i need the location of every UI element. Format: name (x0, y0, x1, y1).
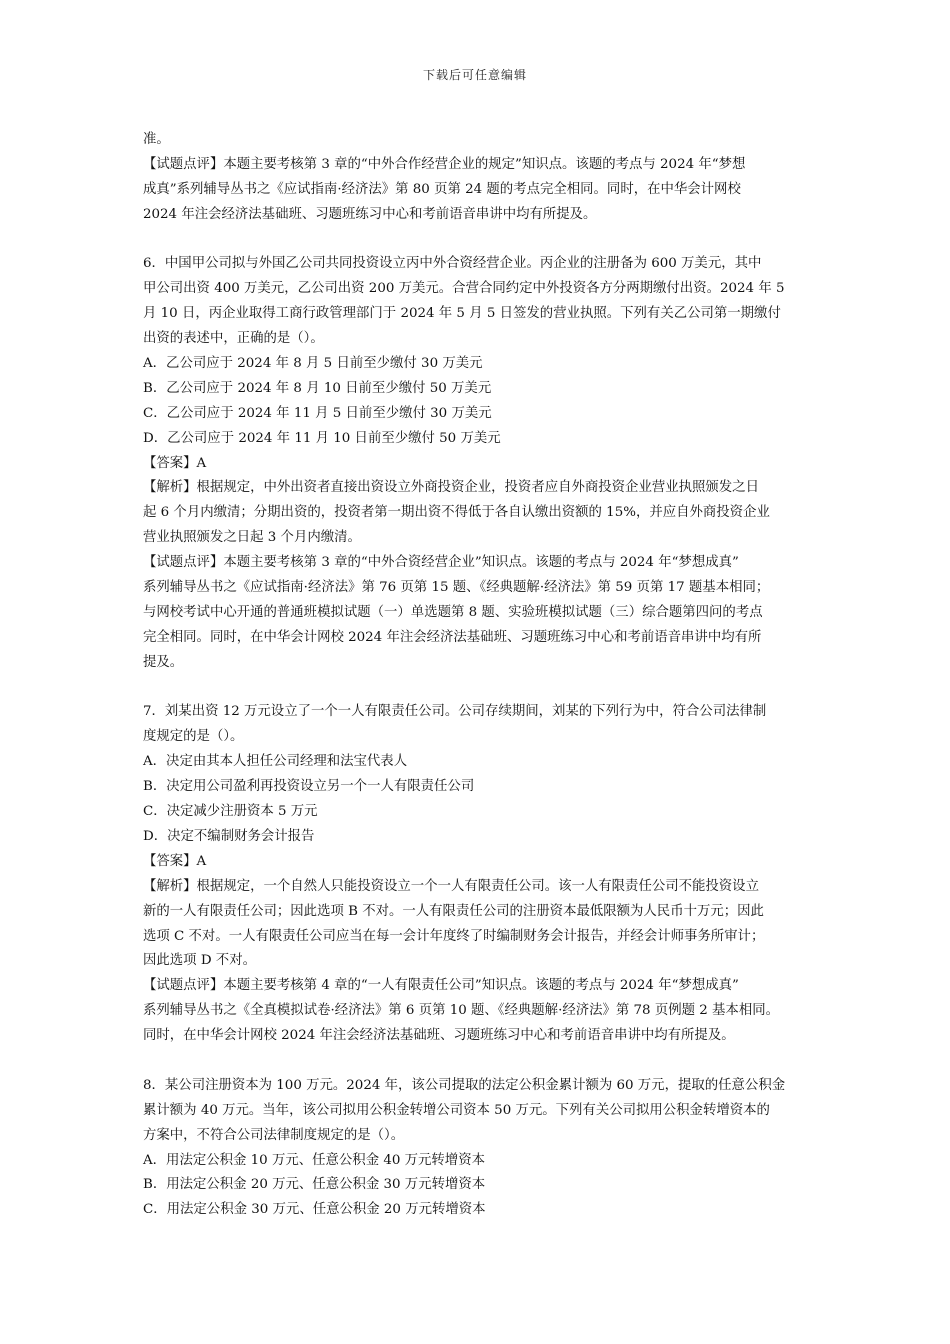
text-line: C．决定减少注册资本 5 万元 (143, 804, 318, 820)
text-line: 提及。 (143, 654, 184, 670)
text-line: 完全相同。同时，在中华会计网校 2024 年注会经济法基础班、习题班练习中心和考前语音串讲中均有所 (143, 629, 762, 645)
paragraph-gap (143, 1049, 815, 1074)
text-line: 7．刘某出资 12 万元设立了一个一人有限责任公司。公司存续期间，刘某的下列行为中，符合公司法律制 (143, 704, 767, 720)
text-line: 成真”系列辅导丛书之《应试指南·经济法》第 80 页第 24 题的考点完全相同。同时，在中华会计网校 (143, 181, 741, 197)
text-line: D．决定不编制财务会计报告 (143, 828, 315, 844)
text-line: 【解析】根据规定，一个自然人只能投资设立一个一人有限责任公司。该一人有限责任公司不能投资设立 (143, 878, 759, 894)
text-line: 6．中国甲公司拟与外国乙公司共同投资设立丙中外合资经营企业。丙企业的注册备为 600 万美元，其中 (143, 256, 762, 272)
text-line: 与网校考试中心开通的普通班模拟试题（一）单选题第 8 题、实验班模拟试题（三）综合题第四问的考点 (143, 604, 763, 620)
text-line: 系列辅导丛书之《应试指南·经济法》第 76 页第 15 题、《经典题解·经济法》第 59 页第 17 题基本相同； (143, 580, 770, 596)
text-line: 【答案】A (143, 853, 207, 869)
text-line: 2024 年注会经济法基础班、习题班练习中心和考前语音串讲中均有所提及。 (143, 206, 597, 222)
text-line: 月 10 日，丙企业取得工商行政管理部门于 2024 年 5 月 5 日签发的营业执照。下列有关乙公司第一期缴付 (143, 306, 781, 322)
text-line: D．乙公司应于 2024 年 11 月 10 日前至少缴付 50 万美元 (143, 430, 501, 446)
text-line: 【解析】根据规定，中外出资者直接出资设立外商投资企业，投资者应自外商投资企业营业执照颁发之日 (143, 480, 759, 496)
text-line: 累计额为 40 万元。当年，该公司拟用公积金转增公司资本 50 万元。下列有关公司拟用公积金转增资本的 (143, 1102, 770, 1118)
text-line: 系列辅导丛书之《全真模拟试卷·经济法》第 6 页第 10 题、《经典题解·经济法》第 78 页例题 2 基本相同。 (143, 1003, 779, 1019)
text-line: A．决定由其本人担任公司经理和法宝代表人 (143, 754, 408, 770)
text-line: 【试题点评】本题主要考核第 3 章的“中外合资经营企业”知识点。该题的考点与 2024 年“梦想成真” (143, 555, 739, 571)
text-line: 8．某公司注册资本为 100 万元。2024 年，该公司提取的法定公积金累计额为 60 万元，提取的任意公积金 (143, 1077, 786, 1093)
text-line: 【试题点评】本题主要考核第 3 章的“中外合作经营企业的规定”知识点。该题的考点与 2024 年“梦想 (143, 156, 746, 172)
paragraph-gap (143, 228, 815, 253)
page-header: 下载后可任意编辑 (422, 68, 527, 82)
text-line: 【答案】A (143, 455, 207, 471)
text-line: 新的一人有限责任公司；因此选项 B 不对。一人有限责任公司的注册资本最低限额为人民币十万元；因此 (143, 903, 764, 919)
text-line: 起 6 个月内缴清；分期出资的，投资者第一期出资不得低于各自认缴出资额的 15%，并应自外商投资企业 (143, 505, 770, 521)
text-line: 准。 (143, 132, 170, 147)
text-line: 甲公司出资 400 万美元，乙公司出资 200 万美元。合营合同约定中外投资各方分两期缴付出资。2024 年 5 (143, 281, 785, 297)
text-line: 【试题点评】本题主要考核第 4 章的“一人有限责任公司”知识点。该题的考点与 2024 年“梦想成真” (143, 978, 739, 994)
text-line: 方案中，不符合公司法律制度规定的是（）。 (143, 1127, 405, 1143)
text-line: B．用法定公积金 20 万元、任意公积金 30 万元转增资本 (143, 1177, 486, 1193)
text-line: C．乙公司应于 2024 年 11 月 5 日前至少缴付 30 万美元 (143, 405, 492, 421)
text-line: C．用法定公积金 30 万元、任意公积金 20 万元转增资本 (143, 1202, 486, 1218)
text-line: 同时，在中华会计网校 2024 年注会经济法基础班、习题班练习中心和考前语音串讲中均有所提及。 (143, 1028, 735, 1044)
text-line: A．用法定公积金 10 万元、任意公积金 40 万元转增资本 (143, 1152, 485, 1168)
text-line: 因此选项 D 不对。 (143, 953, 256, 969)
text-line: B．乙公司应于 2024 年 8 月 10 日前至少缴付 50 万美元 (143, 380, 492, 396)
text-line: 度规定的是（）。 (143, 729, 244, 745)
text-line: 出资的表述中，正确的是（）。 (143, 331, 324, 347)
text-line: 营业执照颁发之日起 3 个月内缴清。 (143, 530, 361, 546)
text-line: 选项 C 不对。一人有限责任公司应当在每一会计年度终了时编制财务会计报告，并经会计师事务所审计； (143, 928, 765, 944)
paragraph-gap (143, 676, 815, 701)
text-line: B．决定用公司盈利再投资设立另一个一人有限责任公司 (143, 779, 475, 795)
document-body (143, 128, 815, 1223)
text-line: A．乙公司应于 2024 年 8 月 5 日前至少缴付 30 万美元 (143, 356, 483, 372)
